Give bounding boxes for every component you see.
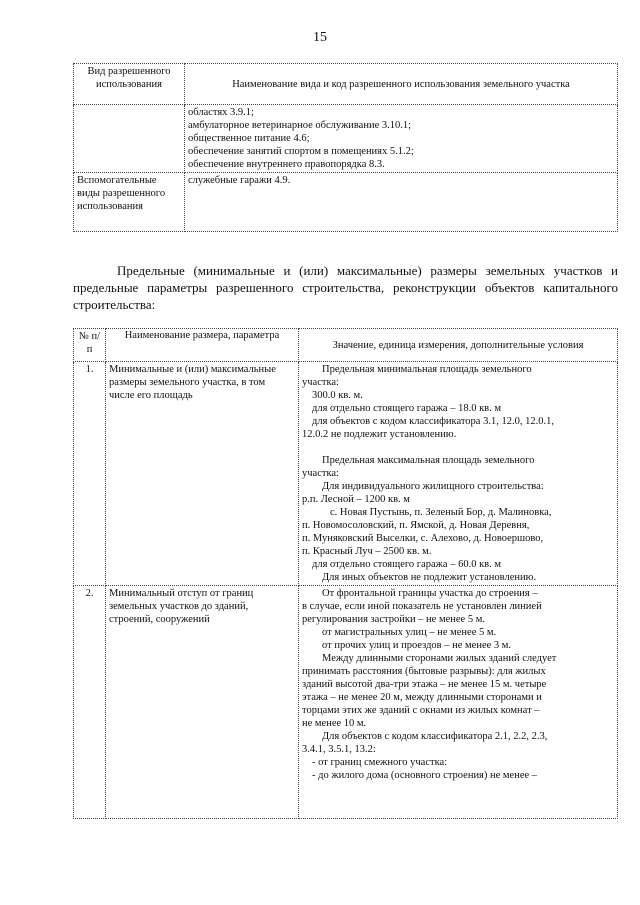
value-line: торцами этих же зданий с окнами из жилых комнат – — [302, 705, 540, 716]
list-item: общественное питание 4.6; — [188, 133, 310, 144]
value-line: от магистральных улиц – не менее 5 м. — [322, 627, 497, 638]
value-line: для объектов с кодом классификатора 3.1, 12.0, 12.0.1, — [312, 416, 554, 427]
value-line: для отдельно стоящего гаража – 18.0 кв. м — [312, 403, 502, 414]
value-line: Для иных объектов не подлежит установлению. — [322, 572, 537, 583]
value-line: 300.0 кв. м. — [312, 390, 363, 401]
list-item: областях 3.9.1; — [188, 107, 254, 118]
table-header-row — [74, 64, 618, 105]
value-line: участка: — [302, 468, 339, 479]
value-line: от прочих улиц и проездов – не менее 3 м. — [322, 640, 512, 651]
list-item: обеспечение внутреннего правопорядка 8.3. — [188, 159, 385, 170]
table-row — [74, 586, 618, 819]
value-line: - от границ смежного участка: — [312, 757, 448, 768]
value-line: Для объектов с кодом классификатора 2.1, 2.2, 2.3, — [322, 731, 548, 742]
table-row — [74, 173, 618, 232]
value-line: - до жилого дома (основного строения) не менее – — [312, 770, 538, 781]
value-line-blank — [302, 441, 614, 454]
empty-cell — [74, 105, 185, 173]
value-line: п. Муняковский Выселки, с. Алехово, д. Новоершово, — [302, 533, 544, 544]
value-line: п. Новомосоловский, п. Ямской, д. Новая Деревня, — [302, 520, 530, 531]
table-header-row — [74, 329, 618, 362]
value-line: принимать расстояния (бытовые разрывы): для жилых — [302, 666, 546, 677]
value-line: Предельная минимальная площадь земельного — [322, 364, 532, 375]
table-row — [74, 105, 618, 173]
parameter-name: Минимальный отступ от границ земельных участков до зданий, строений, сооружений — [106, 586, 299, 819]
page-number: 15 — [313, 30, 327, 45]
value-line: для отдельно стоящего гаража – 60.0 кв. м — [312, 559, 502, 570]
value-line: Предельная максимальная площадь земельного — [322, 455, 535, 466]
header-use-name: Наименование вида и код разрешенного использования земельного участка — [185, 64, 618, 105]
value-line: п. Красный Луч – 2500 кв. м. — [302, 546, 432, 557]
table-row — [74, 362, 618, 586]
intro-paragraph: Предельные (минимальные и (или) максимальные) размеры земельных участков и предельные параметры разрешенного строительства, реконструкции объектов капитального строительства: — [73, 263, 618, 312]
header-parameter-name: Наименование размера, параметра — [106, 329, 299, 362]
auxiliary-use-value: служебные гаражи 4.9. — [185, 173, 618, 232]
list-item: амбулаторное ветеринарное обслуживание 3.10.1; — [188, 120, 412, 131]
header-number: № п/п — [74, 329, 106, 362]
list-item: обеспечение занятий спортом в помещениях 5.1.2; — [188, 146, 414, 157]
value-line: Для индивидуального жилищного строительства: — [322, 481, 544, 492]
value-line: От фронтальной границы участка до строения – — [322, 588, 538, 599]
parameter-value — [299, 586, 618, 819]
value-line: зданий высотой два-три этажа – не менее 15 м. четыре — [302, 679, 547, 690]
value-line: этажа – не менее 20 м, между длинными сторонами и — [302, 692, 542, 703]
value-line: регулирования застройки – не менее 5 м. — [302, 614, 485, 625]
parameter-name: Минимальные и (или) максимальные размеры земельного участка, в том числе его площадь — [106, 362, 299, 586]
value-line: в случае, если иной показатель не установлен линией — [302, 601, 542, 612]
row-number: 1. — [74, 362, 106, 586]
header-value: Значение, единица измерения, дополнительные условия — [299, 329, 618, 362]
value-line: с. Новая Пустынь, п. Зеленый Бор, д. Малиновка, — [330, 507, 552, 518]
auxiliary-use-label: Вспомогательные виды разрешенного использования — [74, 173, 185, 232]
parameter-value — [299, 362, 618, 586]
value-line: не менее 10 м. — [302, 718, 367, 729]
header-use-type: Вид разрешенного использования — [74, 64, 185, 105]
value-line: р.п. Лесной – 1200 кв. м — [302, 494, 410, 505]
permitted-use-table — [73, 63, 618, 232]
row-number: 2. — [74, 586, 106, 819]
value-line: 12.0.2 не подлежит установлению. — [302, 429, 457, 440]
parameters-table — [73, 328, 618, 819]
use-list-cell — [185, 105, 618, 173]
value-line: участка: — [302, 377, 339, 388]
value-line: Между длинными сторонами жилых зданий следует — [322, 653, 557, 664]
value-line: 3.4.1, 3.5.1, 13.2: — [302, 744, 376, 755]
